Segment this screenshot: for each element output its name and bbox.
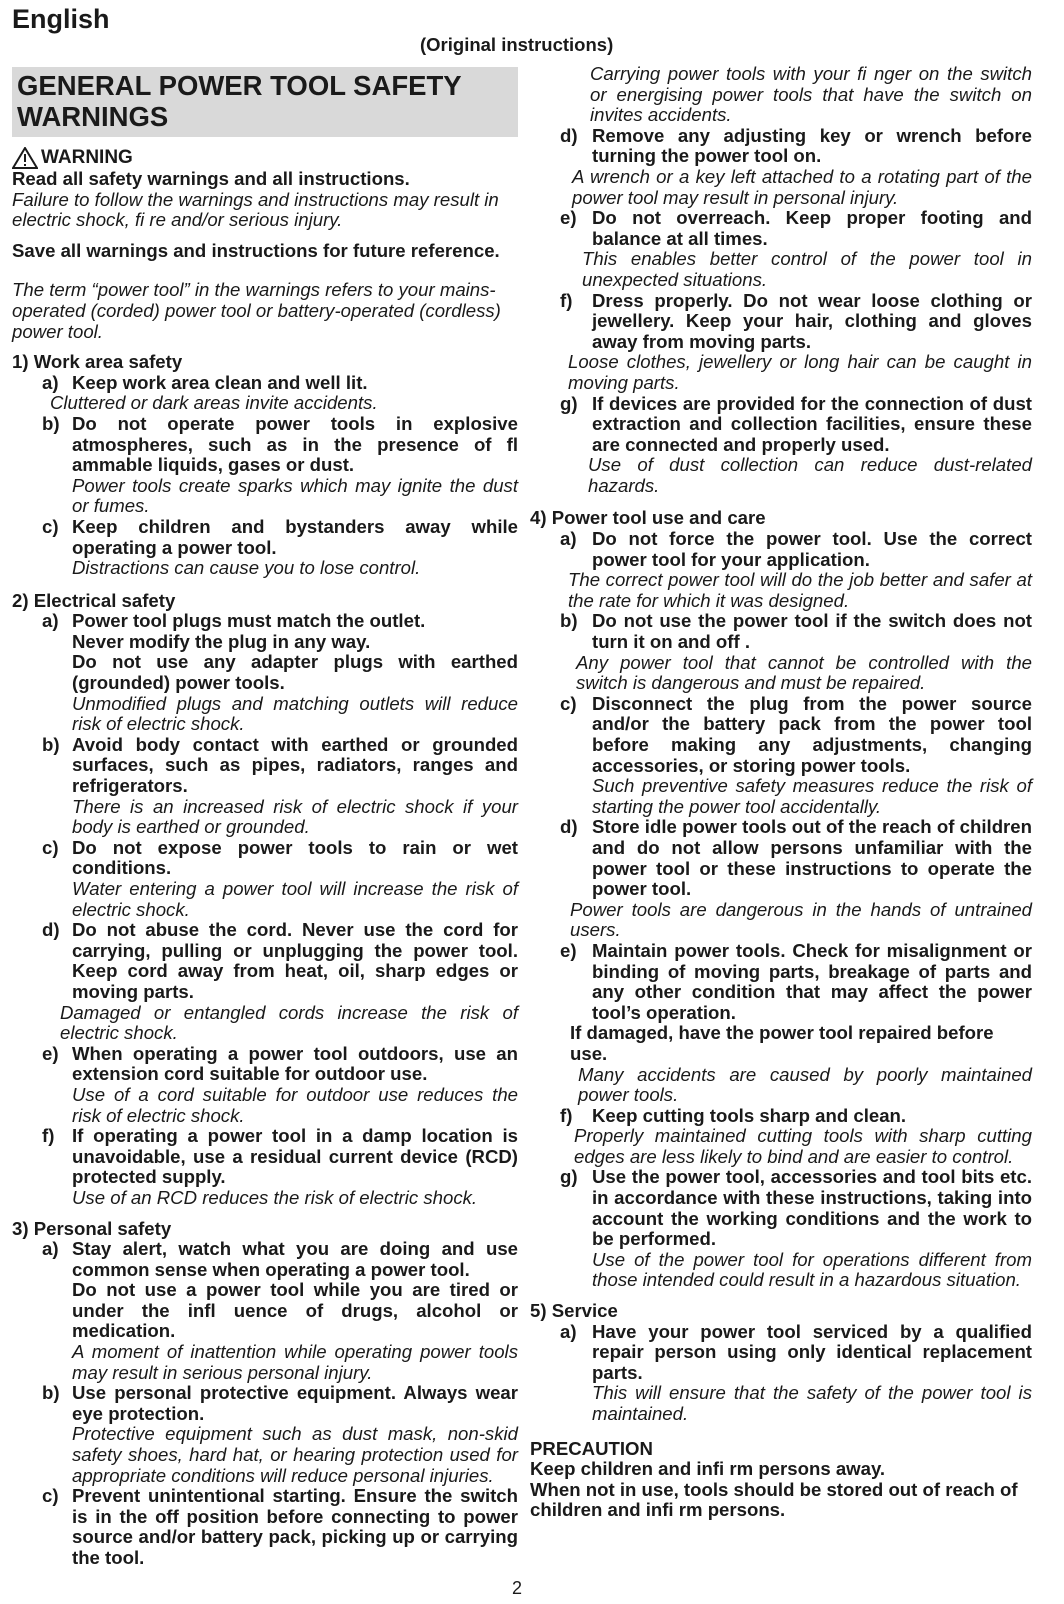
item-note: Power tools create sparks which may ignite the dust or fumes. [72,474,518,517]
item-label: e) [42,1042,59,1064]
list-item [12,1126,518,1188]
item-bold: Do not operate power tools in explosive atmospheres, such as in the presence of fl ammable liquids, gases or dust. [72,412,518,476]
item-label: a) [42,610,59,632]
warning-label: WARNING [41,146,133,168]
right-column [530,64,1032,1521]
item-note: Use of dust collection can reduce dust-related hazards. [588,454,1032,496]
item-bold: Do not force the power tool. Use the correct power tool for your application. [592,528,1032,570]
item-label: f) [560,1104,573,1126]
item-note: Unmodified plugs and matching outlets will reduce risk of electric shock. [72,692,518,735]
item-note: Loose clothes, jewellery or long hair can be caught in moving parts. [568,351,1032,393]
item-bold: Do not overreach. Keep proper footing and balance at all times. [592,207,1032,249]
list-item [530,208,1032,249]
item-bold: Have your power tool serviced by a qualified repair person using only identical replacement parts. [592,1320,1032,1383]
list-item [12,611,518,693]
item-note: Many accidents are caused by poorly maintained power tools. [578,1063,1032,1106]
warning-triangle-icon [12,147,38,169]
item-bold: If operating a power tool in a damp location is unavoidable, use a residual current device (RCD) protected supply. [72,1125,518,1188]
item-bold: Prevent unintentional starting. Ensure the switch is in the off position before connecting to power source and/or battery pack, picking up or carrying the tool. [72,1485,518,1568]
list-item [12,838,518,879]
item-bold: Keep children and bystanders away while operating a power tool. [72,515,518,558]
item-label: b) [42,412,60,434]
item-note: Damaged or entangled cords increase the risk of electric shock. [60,1001,518,1044]
item-bold: Avoid body contact with earthed or grounded surfaces, such as pipes, radiators, ranges and refrigerators. [72,733,518,797]
item-label: a) [42,1238,59,1260]
item-label: d) [560,124,578,146]
precaution-title: PRECAUTION [530,1437,653,1459]
item-bold: Never modify the plug in any way. [72,630,371,652]
item-note: Water entering a power tool will increase the risk of electric shock. [72,878,518,920]
item-bold: Maintain power tools. Check for misalignment or binding of moving parts, breakage of parts and any other condition that may affect the power tool’s operation. [592,939,1032,1023]
list-item [12,1383,518,1424]
list-item [530,1106,1032,1127]
item-note: Use of an RCD reduces the risk of electric shock. [72,1186,478,1208]
item-label: e) [560,207,577,229]
precaution-line: Keep children and infi rm persons away. [530,1458,886,1480]
list-item [530,694,1032,776]
item-note: Use of the power tool for operations different from those intended could result in a hazardous situation. [592,1248,1032,1291]
section-title: 2) Electrical safety [12,589,176,611]
section-banner: GENERAL POWER TOOL SAFETY WARNINGS [12,67,518,137]
item-label: g) [560,392,578,414]
list-item [12,920,518,1002]
item-bold: Remove any adjusting key or wrench before turning the power tool on. [592,124,1032,167]
item-note: This enables better control of the power tool in unexpected situations. [582,248,1032,290]
continued-note: Carrying power tools with your fi nger on the switch or energising power tools that have the switch on invites accidents. [590,63,1032,126]
item-label: a) [42,371,59,393]
item-note: A moment of inattention while operating power tools may result in serious personal injury. [72,1341,518,1383]
section-title: 5) Service [530,1300,618,1322]
item-label: c) [42,1485,59,1507]
left-column [12,64,518,1569]
item-label: c) [42,836,59,858]
item-label: b) [42,1382,60,1404]
item-label: a) [560,1320,577,1342]
list-item [12,735,518,797]
item-note: A wrench or a key left attached to a rotating part of the power tool may result in personal injury. [572,165,1032,208]
list-item [12,373,518,394]
warning-heading [12,147,518,169]
item-label: d) [560,816,578,838]
item-label: d) [42,919,60,941]
item-bold: Use personal protective equipment. Always wear eye protection. [72,1382,518,1424]
save-text: Save all warnings and instructions for future reference. [12,239,500,261]
list-item [530,817,1032,899]
list-item [530,1167,1032,1249]
item-bold: Power tool plugs must match the outlet. [72,610,426,632]
item-note: Use of a cord suitable for outdoor use reduces the risk of electric shock. [72,1083,518,1126]
item-bold: Disconnect the plug from the power source and/or the battery pack from the power tool before making any adjustments, changing accessories, or storing power tools. [592,692,1032,776]
item-note: Any power tool that cannot be controlled with the switch is dangerous and must be repaired. [576,651,1032,694]
section-title: 1) Work area safety [12,351,183,373]
item-note: Such preventive safety measures reduce the risk of starting the power tool accidentally. [592,775,1032,817]
item-bold: Keep work area clean and well lit. [72,371,368,393]
term-text: The term “power tool” in the warnings refers to your mains-operated (corded) power tool or battery-operated (cordless) power tool. [12,279,501,342]
item-bold: Use the power tool, accessories and tool bits etc. in accordance with these instructions, taking into account the working conditions and the work to be performed. [592,1166,1032,1250]
item-note: Protective equipment such as dust mask, non-skid safety shoes, hard hat, or hearing protection used for appropriate conditions will reduce personal injuries. [72,1423,518,1486]
failure-text: Failure to follow the warnings and instructions may result in electric shock, fi re and/or serious injury. [12,188,499,231]
item-bold: If damaged, have the power tool repaired before use. [570,1022,994,1064]
list-item [530,529,1032,570]
list-item [12,1044,518,1085]
original-instructions-subtitle: (Original instructions) [420,34,614,55]
list-item [12,1486,518,1568]
list-item [530,1322,1032,1384]
list-item [12,517,518,558]
item-label: b) [42,733,60,755]
item-note: Cluttered or dark areas invite accidents. [50,392,378,414]
list-item [530,611,1032,652]
item-note: This will ensure that the safety of the power tool is maintained. [592,1382,1032,1424]
item-note: Properly maintained cutting tools with sharp cutting edges are less likely to bind and are easier to control. [574,1125,1032,1167]
item-note: Power tools are dangerous in the hands of untrained users. [570,898,1032,941]
section-title: 3) Personal safety [12,1217,172,1239]
page-number: 2 [512,1578,523,1598]
item-label: c) [42,515,59,537]
item-bold: Stay alert, watch what you are doing and use common sense when operating a power tool. [72,1238,518,1280]
item-note: The correct power tool will do the job better and safer at the rate for which it was designed. [568,569,1032,611]
item-bold: Do not use a power tool while you are tired or under the infl uence of drugs, alcohol or medication. [72,1279,518,1342]
item-label: g) [560,1166,578,1188]
item-label: b) [560,610,578,632]
list-item [530,291,1032,353]
language-heading: English [12,4,110,34]
list-item [530,941,1032,1023]
item-note: There is an increased risk of electric shock if your body is earthed or grounded. [72,795,518,838]
item-label: f) [42,1125,55,1147]
list-item [530,126,1032,167]
item-bold: When operating a power tool outdoors, use an extension cord suitable for outdoor use. [72,1042,518,1085]
list-item [12,414,518,476]
item-bold: Do not use the power tool if the switch does not turn it on and off . [592,610,1032,653]
item-bold: Do not use any adapter plugs with earthed (grounded) power tools. [72,651,518,694]
item-note: Distractions can cause you to lose control. [72,557,421,579]
item-label: c) [560,692,577,714]
read-all-text: Read all safety warnings and all instructions. [12,168,410,189]
item-bold: If devices are provided for the connection of dust extraction and collection facilities, ensure these are connected and properly used. [592,392,1032,455]
item-bold: Keep cutting tools sharp and clean. [592,1104,907,1126]
section-title: 4) Power tool use and care [530,507,766,529]
list-item [12,1239,518,1342]
item-bold: Store idle power tools out of the reach of children and do not allow persons unfamiliar with the power tool or these instructions to operate the power tool. [592,816,1032,900]
item-label: f) [560,289,573,311]
item-bold: Do not abuse the cord. Never use the cord for carrying, pulling or unplugging the power tool. Keep cord away from heat, oil, sharp edges or moving parts. [72,919,518,1002]
item-label: e) [560,939,577,961]
item-bold: Dress properly. Do not wear loose clothing or jewellery. Keep your hair, clothing and gloves away from moving parts. [592,289,1032,352]
item-bold: Do not expose power tools to rain or wet conditions. [72,836,518,879]
item-label: a) [560,528,577,550]
precaution-line: When not in use, tools should be stored out of reach of children and infi rm persons. [530,1478,1018,1521]
list-item [530,394,1032,456]
